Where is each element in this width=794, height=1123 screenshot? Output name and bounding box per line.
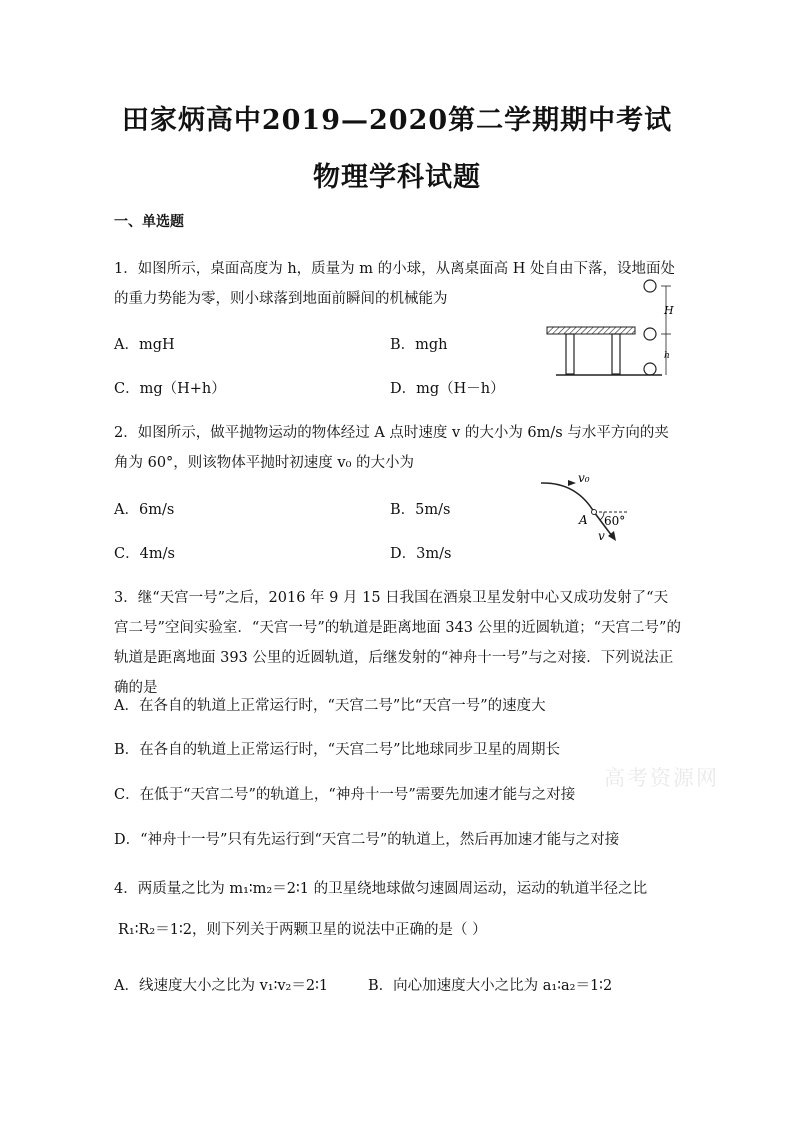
ball-middle (644, 328, 656, 340)
table-top (547, 327, 635, 334)
table-leg-right (612, 334, 620, 374)
q2-option-d: D．3m/s (390, 546, 452, 562)
q4-option-b: B．向心加速度大小之比为 a₁∶a₂＝1∶2 (368, 978, 613, 994)
ball-bottom (644, 363, 656, 375)
q2-option-c: C．4m/s (114, 546, 175, 562)
q1-option-a: A．mgH (114, 337, 175, 353)
q1-option-c: C．mg（H+h） (114, 381, 226, 397)
page-subtitle: 物理学科试题 (313, 162, 481, 193)
section-heading: 一、单选题 (114, 214, 184, 230)
question-4-line2: R₁∶R₂＝1∶2，则下列关于两颗卫星的说法中正确的是（ ） (118, 922, 487, 938)
ball-top (644, 280, 656, 292)
question-2-text: 2．如图所示，做平抛物运动的物体经过 A 点时速度 v 的大小为 6m/s 与水平方向的夹角为 60°，则该物体平抛时初速度 v₀ 的大小为 (114, 425, 669, 471)
point-A (592, 510, 597, 515)
question-4-line1: 4．两质量之比为 m₁∶m₂＝2∶1 的卫星绕地球做匀速圆周运动，运动的轨道半径之比 (114, 881, 648, 897)
q2-projectile-figure (538, 470, 648, 545)
label-h: h (664, 351, 670, 361)
q3-option-b: B．在各自的轨道上正常运行时，“天宫二号”比地球同步卫星的周期长 (114, 742, 560, 758)
q3-option-a: A．在各自的轨道上正常运行时，“天宫二号”比“天宫一号”的速度大 (114, 698, 546, 714)
label-H: H (664, 304, 674, 317)
q2-option-a: A．6m/s (114, 502, 175, 518)
table-leg-left (566, 334, 574, 374)
q3-option-c: C．在低于“天宫二号”的轨道上，“神舟十一号”需要先加速才能与之对接 (114, 787, 576, 803)
q3-option-d: D．“神舟十一号”只有先运行到“天宫二号”的轨道上，然后再加速才能与之对接 (114, 832, 620, 848)
question-1-text: 1．如图所示，桌面高度为 h，质量为 m 的小球，从离桌面高 H 处自由下落，设地面处的重力势能为零，则小球落到地面前瞬间的机械能为 (114, 261, 676, 307)
watermark: 高考资源网 (604, 766, 719, 790)
q4-option-a: A．线速度大小之比为 v₁∶v₂＝2∶1 (114, 978, 329, 994)
trajectory-curve (541, 483, 594, 512)
q1-table-figure (540, 278, 700, 388)
page-title: 田家炳高中2019—2020第二学期期中考试 (121, 105, 673, 136)
question-3-text: 3．继“天宫一号”之后，2016 年 9 月 15 日我国在酒泉卫星发射中心又成功发射了“天宫二号”空间实验室．“天宫一号”的轨道是距离地面 343 公里的近圆轨道；“天宫二号”的轨道是距离地面 393 公里的近圆轨道，后继发射的“神舟十一号”与之对接．下列说法正确的是 (114, 590, 681, 696)
label-v: v (598, 529, 605, 543)
label-angle: 60° (604, 514, 626, 528)
label-A: A (579, 513, 588, 527)
label-v0: v₀ (578, 471, 590, 485)
q2-option-b: B．5m/s (390, 502, 451, 518)
v0-arrowhead (568, 480, 576, 486)
q1-option-b: B．mgh (390, 337, 448, 353)
q1-option-d: D．mg（H－h） (390, 381, 505, 397)
